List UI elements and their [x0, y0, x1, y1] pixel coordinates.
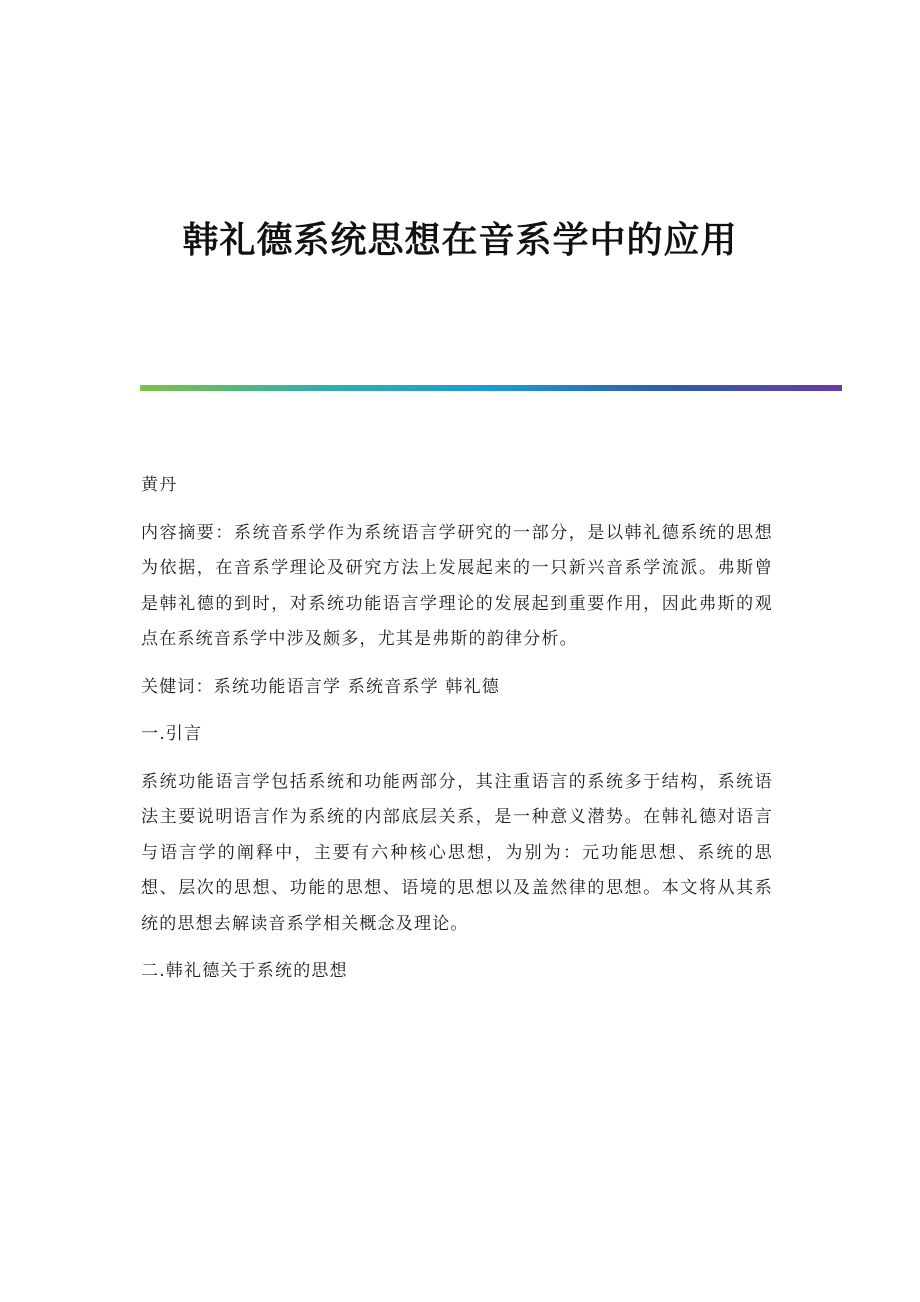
- abstract-paragraph: 内容摘要：系统音系学作为系统语言学研究的一部分，是以韩礼德系统的思想为依据，在音系学理论及研究方法上发展起来的一只新兴音系学流派。弗斯曾是韩礼德的到时，对系统功能语言学理论的发展起到重要作用，因此弗斯的观点在系统音系学中涉及颇多，尤其是弗斯的韵律分析。: [141, 522, 773, 649]
- introduction-paragraph: 系统功能语言学包括系统和功能两部分，其注重语言的系统多于结构，系统语法主要说明语言作为系统的内部底层关系，是一种意义潜势。在韩礼德对语言与语言学的阐释中，主要有六种核心思想，为别为：元功能思想、系统的思想、层次的思想、功能的思想、语境的思想以及盖然律的思想。本文将从其系统的思想去解读音系学相关概念及理论。: [141, 771, 773, 934]
- document-body: [141, 468, 773, 1002]
- keywords-line: 关健词：系统功能语言学 系统音系学 韩礼德: [141, 676, 501, 697]
- title-divider-gradient: [140, 385, 842, 391]
- document-title: 韩礼德系统思想在音系学中的应用: [182, 219, 738, 261]
- section-heading-introduction: 一.引言: [141, 724, 203, 744]
- section-heading-system-thought: 二.韩礼德关于系统的思想: [141, 961, 348, 981]
- author-name: 黄丹: [141, 475, 178, 495]
